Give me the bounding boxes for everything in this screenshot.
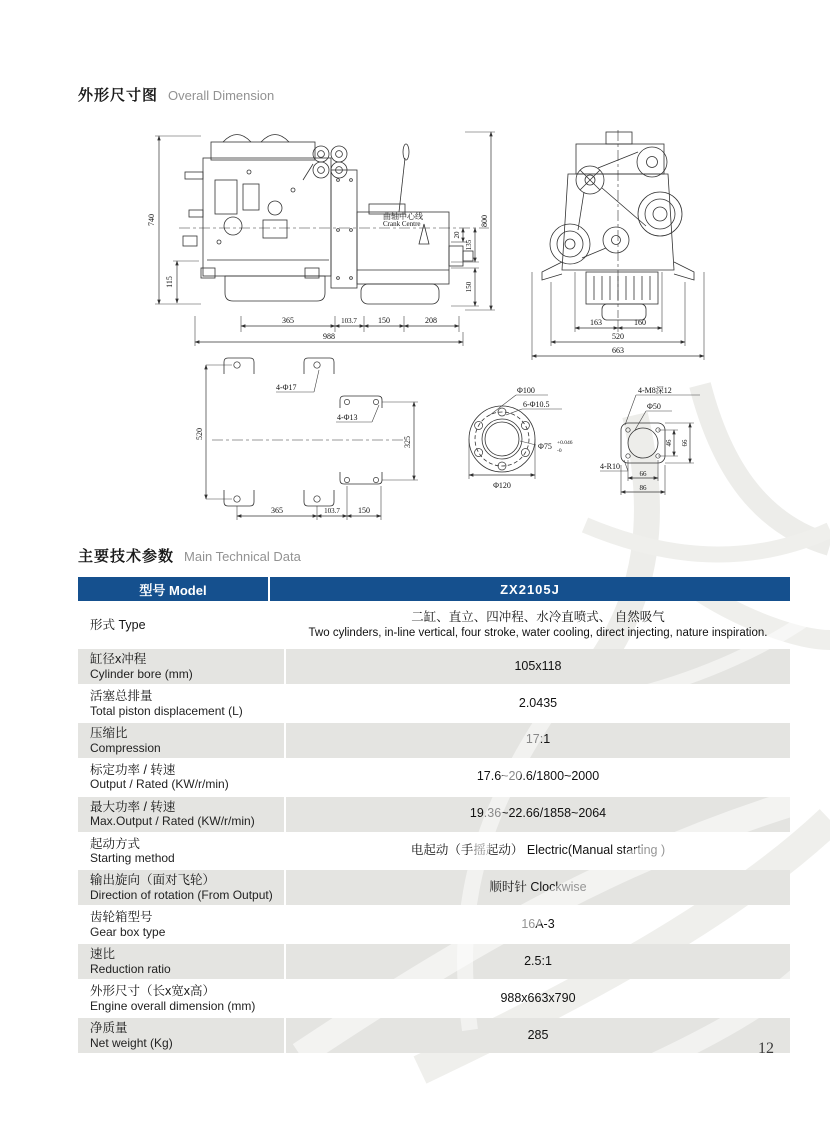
table-row-rated-output: [78, 760, 790, 795]
table-row-reduction: [78, 944, 790, 979]
label-4-r10: 4-R10: [600, 462, 620, 471]
section-title-dimension: [78, 84, 274, 105]
dim-325-vert: 325: [403, 436, 412, 448]
row-label-en: Cylinder bore (mm): [90, 666, 193, 681]
dim-988: 988: [323, 332, 335, 341]
row-label-en: Net weight (Kg): [90, 1035, 173, 1050]
row-label-cn: 净质量: [90, 1021, 128, 1036]
section-title-dimension-en: Overall Dimension: [168, 88, 275, 103]
side-view-drawing: [145, 120, 505, 360]
row-label-en: Total piston displacement (L): [90, 703, 243, 718]
row-label-cn: 起动方式: [90, 836, 141, 851]
dim-66-vert: 66: [681, 439, 689, 447]
table-row-gearbox: [78, 907, 790, 942]
dim-663: 663: [612, 346, 624, 355]
row-value: 16A-3: [521, 916, 555, 931]
front-view-drawing: [518, 122, 718, 377]
row-label-cn: 速比: [90, 947, 116, 962]
dim-365-footprint: 365: [271, 506, 283, 515]
row-label-cn: 输出旋向（面对飞轮）: [90, 873, 216, 888]
table-header-row: [78, 577, 790, 601]
model-header-value: ZX2105J: [270, 577, 790, 601]
row-label-en: Direction of rotation (From Output): [90, 888, 273, 903]
row-value: 105x118: [514, 658, 562, 673]
dim-365: 365: [282, 316, 294, 325]
row-label-en: Reduction ratio: [90, 962, 171, 976]
side-view-dim-lines: [155, 132, 495, 346]
row-value-en: Two cylinders, in-line vertical, four stroke, water cooling, direct injecting, nature inspiration.: [308, 626, 768, 639]
row-label-en: Starting method: [90, 851, 175, 866]
row-value: 二缸、直立、四冲程、水冷直喷式、 自然吸气: [411, 610, 665, 624]
dim-46-vert: 46: [665, 439, 673, 447]
label-4-m8: 4-M8深12: [638, 386, 672, 395]
footprint-brackets: [224, 358, 382, 506]
label-phi50: Φ50: [647, 402, 661, 411]
dim-800: 800: [480, 215, 489, 227]
model-header-label: 型号 Model: [78, 577, 268, 601]
dim-208: 208: [425, 316, 437, 325]
section-title-technical: [78, 545, 301, 566]
page-number: 12: [758, 1040, 774, 1057]
table-body: [78, 603, 790, 1053]
row-value: 988x663x790: [500, 990, 576, 1005]
dim-740: 740: [147, 214, 156, 226]
dim-115: 115: [165, 276, 174, 288]
dim-160: 160: [634, 318, 646, 327]
row-value: 17:1: [525, 732, 551, 747]
dim-520-vert: 520: [195, 428, 204, 440]
row-value: 顺时针 Clockwise: [489, 880, 587, 895]
output-flange-drawing: [598, 383, 716, 501]
row-label-en: Output / Rated (KW/r/min): [90, 777, 229, 792]
technical-data-table: [78, 577, 790, 1055]
row-label-en: Gear box type: [90, 925, 166, 940]
dim-103-7-footprint: 103.7: [324, 507, 340, 515]
row-label-cn: 形式 Type: [90, 617, 146, 632]
row-label-cn: 标定功率 / 转速: [90, 762, 176, 777]
row-value: 19.36~22.66/1858~2064: [469, 806, 607, 821]
row-label-cn: 齿轮箱型号: [90, 910, 153, 925]
row-value: 2.0435: [518, 695, 558, 710]
row-value: 2.5:1: [524, 953, 552, 968]
label-phi120: Φ120: [493, 481, 511, 490]
label-4-phi13: 4-Φ13: [337, 413, 358, 422]
label-phi75-tol-dn: -0: [557, 448, 562, 454]
table-row-max-output: [78, 797, 790, 832]
table-row-net-weight: [78, 1018, 790, 1053]
section-title-dimension-cn: 外形尺寸图: [78, 87, 159, 104]
engine-side-art: [183, 135, 473, 305]
dim-163: 163: [590, 318, 602, 327]
table-row-type: [78, 603, 790, 647]
table-row-overall-dimension: [78, 981, 790, 1016]
flange-art: [469, 406, 535, 472]
section-title-technical-en: Main Technical Data: [184, 549, 301, 564]
label-6-phi10-5: 6-Φ10.5: [523, 400, 550, 409]
dim-86-horiz: 86: [639, 484, 647, 492]
dim-135: 135: [465, 239, 473, 251]
label-phi75: Φ75: [538, 442, 552, 451]
table-row-compression: [78, 723, 790, 758]
footprint-dim-lines: [206, 365, 418, 520]
table-row-bore: [78, 649, 790, 684]
label-phi100: Φ100: [517, 386, 535, 395]
dim-150-footprint: 150: [358, 506, 370, 515]
table-row-displacement: [78, 686, 790, 721]
row-label-cn: 外形尺寸（长x宽x高）: [90, 984, 216, 999]
label-phi75-tol-up: +0.046: [557, 440, 573, 446]
table-row-starting: [78, 834, 790, 869]
crank-label-cn: 曲轴中心线: [383, 212, 423, 221]
dim-66-horiz: 66: [639, 470, 647, 478]
dim-20: 20: [453, 231, 461, 239]
row-label-en: Compression: [90, 740, 161, 755]
flange-drawing: [462, 383, 582, 495]
dim-150: 150: [378, 316, 390, 325]
label-4-phi17: 4-Φ17: [276, 383, 297, 392]
row-label-cn: 最大功率 / 转速: [90, 799, 176, 814]
table-row-rotation: [78, 870, 790, 905]
output-flange-art: [621, 423, 665, 463]
row-label-en: Engine overall dimension (mm): [90, 998, 256, 1013]
row-value: 17.6~20.6/1800~2000: [476, 769, 600, 784]
row-label-en: Max.Output / Rated (KW/r/min): [90, 814, 255, 829]
row-label-cn: 缸径x冲程: [90, 652, 147, 666]
crank-label-en: Crank Centre: [383, 220, 421, 228]
dim-150-right: 150: [465, 281, 473, 293]
row-label-cn: 压缩比: [90, 725, 128, 740]
row-value: 电起动（手摇起动） Electric(Manual starting ): [410, 843, 666, 858]
dim-520: 520: [612, 332, 624, 341]
dim-103-7: 103.7: [341, 317, 357, 325]
row-value: 285: [527, 1027, 549, 1042]
section-title-technical-cn: 主要技术参数: [78, 548, 175, 565]
row-label-cn: 活塞总排量: [90, 688, 153, 703]
footprint-drawing: [190, 350, 460, 530]
